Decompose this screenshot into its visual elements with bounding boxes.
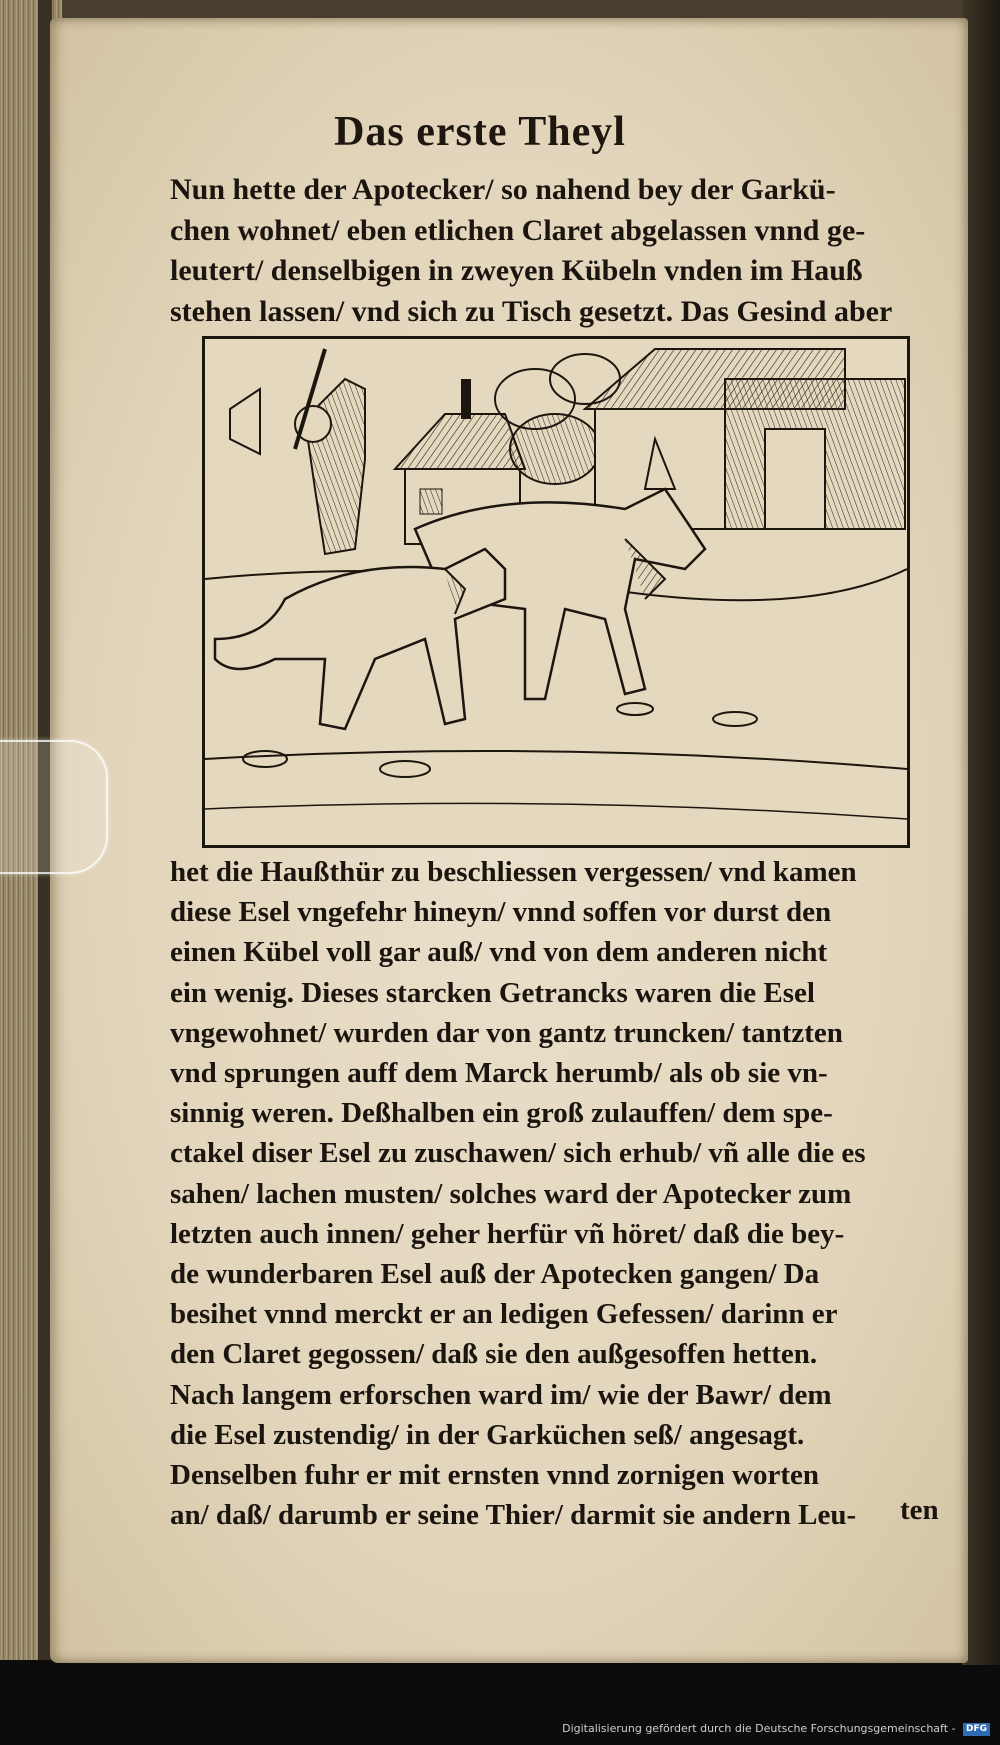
text-block-top (170, 170, 950, 332)
text-block-bottom (170, 852, 950, 1535)
text-line: stehen lassen/ vnd sich zu Tisch gesetzt. Das Gesind aber (170, 294, 893, 328)
woodcut-illustration (202, 336, 910, 848)
text-line: die Esel zustendig/ in der Garküchen seß/ angesagt. (170, 1418, 805, 1451)
text-line: sinnig weren. Deßhalben ein groß zulauffen/ dem spe- (170, 1097, 833, 1130)
text-line: den Claret gegossen/ daß sie den außgesoffen hetten. (170, 1338, 818, 1371)
woodcut-drawing (205, 339, 907, 845)
text-line: Nach langem erforschen ward im/ wie der Bawr/ dem (170, 1378, 832, 1411)
text-line: ein wenig. Dieses starcken Getrancks waren die Esel (170, 976, 815, 1009)
text-line: an/ daß/ darumb er seine Thier/ darmit sie andern Leu- (170, 1499, 857, 1532)
text-line: ctakel diser Esel zu zuschawen/ sich erhub/ vñ alle die es (170, 1137, 866, 1170)
text-line: Nun hette der Apotecker/ so nahend bey der Garkü- (170, 173, 836, 206)
text-line: diese Esel vngefehr hineyn/ vnnd soffen vor durst den (170, 896, 832, 929)
text-line: leutert/ denselbigen in zweyen Kübeln vnden im Hauß (170, 254, 863, 287)
man-with-axe (230, 349, 365, 554)
text-line: chen wohnet/ eben etlichen Claret abgelassen vnnd ge- (170, 213, 866, 247)
text-line: het die Haußthür zu beschliessen vergessen/ vnd kamen (170, 856, 857, 888)
running-head: Das erste Theyl (334, 109, 626, 155)
plastic-page-clip (0, 740, 108, 874)
dfg-logo: DFG (963, 1723, 990, 1736)
wolf (215, 549, 505, 729)
digitization-footer (0, 1722, 990, 1736)
text-line: Denselben fuhr er mit ernsten vnnd zornigen worten (170, 1459, 819, 1492)
footer-text: Digitalisierung gefördert durch die Deutsche Forschungsgemeinschaft - (562, 1722, 956, 1735)
text-line: de wunderbaren Esel auß der Apotecken gangen/ Da (170, 1258, 820, 1291)
text-line: letzten auch innen/ geher herfür vñ höret/ daß die bey- (170, 1217, 845, 1250)
house-right (585, 349, 905, 529)
text-line: besihet vnnd merckt er an ledigen Gefessen/ darinn er (170, 1298, 838, 1331)
text-line: sahen/ lachen musten/ solches ward der Apotecker zum (170, 1177, 852, 1210)
text-line: vnd sprungen auff dem Marck herumb/ als ob sie vn- (170, 1057, 828, 1090)
text-line: vngewohnet/ wurden dar von gantz truncken/ tantzten (170, 1016, 843, 1049)
text-line: einen Kübel voll gar auß/ vnd von dem anderen nicht (170, 936, 828, 969)
catchword: ten (900, 1494, 939, 1526)
